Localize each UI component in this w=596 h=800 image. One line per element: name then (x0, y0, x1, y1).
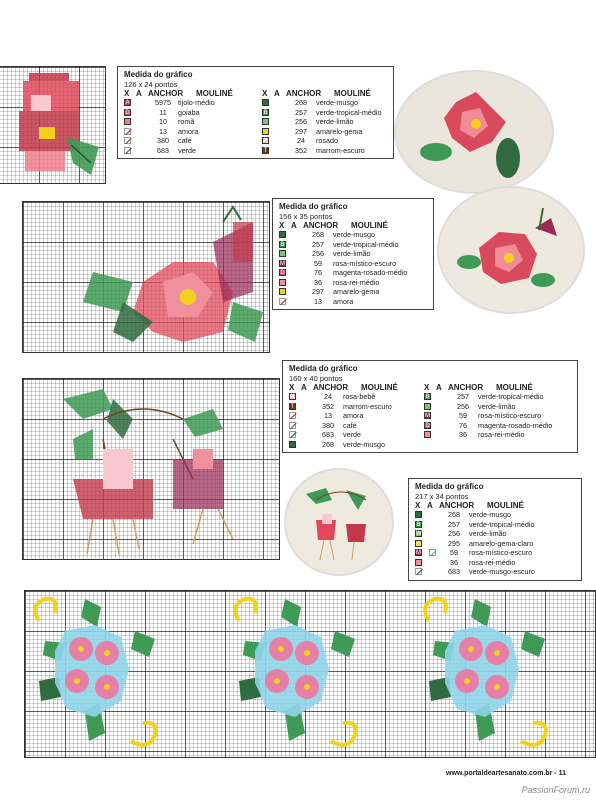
anchor-number: 297 (295, 126, 307, 136)
legend-row (279, 287, 427, 297)
color-swatch (279, 279, 286, 286)
color-swatch: D (125, 109, 130, 116)
legend-row (124, 117, 252, 127)
anchor-number: 10 (159, 117, 167, 127)
color-swatch (262, 118, 269, 125)
legend-row (124, 146, 252, 156)
color-name: verde-limão (333, 249, 371, 259)
color-swatch (289, 441, 296, 448)
stitched-fuchsia-photo-3 (284, 468, 394, 576)
color-name: rosa-rei-médio (469, 557, 516, 567)
legend-row (124, 127, 252, 137)
legend-row (279, 297, 427, 307)
stitched-flower-photo-2 (437, 186, 585, 314)
color-swatch: T (290, 403, 295, 410)
legend-dims: 126 x 24 pontos (124, 80, 178, 89)
legend-row (289, 411, 414, 421)
color-swatch (262, 128, 269, 135)
color-swatch (279, 250, 286, 257)
color-name: amarelo-gema-claro (469, 538, 534, 548)
anchor-number: 59 (450, 548, 458, 558)
legend-row (289, 440, 414, 450)
legend-row (262, 117, 387, 127)
color-swatch: B (280, 241, 285, 248)
legend-dims: 217 x 34 pontos (415, 492, 469, 501)
anchor-number: 352 (295, 145, 307, 155)
anchor-number: 268 (295, 98, 307, 108)
legend-row (262, 98, 387, 108)
anchor-number: 256 (457, 401, 469, 411)
backstitch-swatch (289, 422, 296, 429)
legend-header: X A ANCHOR MOULINÉ (279, 221, 388, 230)
legend-row (124, 136, 252, 146)
legend-row (279, 268, 427, 278)
anchor-number: 76 (459, 420, 467, 430)
legend-2 (272, 198, 434, 310)
color-name: verde-limão (316, 117, 354, 127)
legend-row (289, 392, 414, 402)
anchor-number: 11 (159, 107, 167, 117)
legend-row (415, 529, 575, 539)
color-name: magenta-rosado-médio (333, 268, 408, 278)
legend-header: X A ANCHOR MOULINÉ (262, 89, 371, 98)
legend-title: Medida do gráfico (124, 70, 193, 79)
color-name: verde-limão (478, 401, 516, 411)
anchor-number: 76 (314, 268, 322, 278)
legend-row (424, 392, 571, 402)
color-swatch (424, 431, 431, 438)
color-name: verde-musgo (316, 98, 358, 108)
legend-4 (408, 478, 582, 581)
chart-grid-1 (0, 66, 106, 184)
legend-col-1 (124, 89, 252, 155)
color-name: amora (343, 411, 364, 421)
color-name: café (343, 420, 357, 430)
page-footer: www.portaldeartesanato.com.br - 11 (446, 770, 566, 777)
legend-header: X A ANCHOR MOULINÉ (415, 501, 524, 510)
color-name: goiaba (178, 107, 200, 117)
legend-row (262, 146, 387, 156)
color-name: tijolo-médio (178, 98, 215, 108)
fuchsia-pattern-3 (23, 379, 279, 559)
legend-row (415, 558, 575, 568)
backstitch-swatch (124, 128, 131, 135)
color-name: rosa-místico-escuro (469, 548, 533, 558)
watermark: PassionForum.ru (521, 785, 590, 795)
backstitch-swatch (289, 412, 296, 419)
legend-row (424, 402, 571, 412)
anchor-number: 5975 (155, 98, 171, 108)
legend-row (424, 421, 571, 431)
color-swatch (262, 99, 269, 106)
color-name: amarelo-gema (316, 126, 363, 136)
legend-row (415, 510, 575, 520)
flower-pattern-1 (0, 67, 105, 183)
color-swatch (424, 403, 431, 410)
color-name: romã (178, 117, 195, 127)
legend-row (424, 411, 571, 421)
color-name: verde-tropical-médio (333, 239, 399, 249)
floral-border-pattern-4 (25, 591, 595, 757)
legend-dims: 156 x 35 pontos (279, 212, 333, 221)
anchor-number: 257 (457, 392, 469, 402)
legend-row (262, 127, 387, 137)
legend-row (289, 402, 414, 412)
backstitch-swatch (289, 431, 296, 438)
legend-row (415, 539, 575, 549)
color-swatch: D (280, 270, 285, 277)
color-name: verde-tropical-médio (469, 519, 535, 529)
backstitch-swatch (124, 137, 131, 144)
anchor-number: 13 (324, 411, 332, 421)
color-name: verde-musgo-escuro (469, 567, 535, 577)
anchor-number: 268 (322, 439, 334, 449)
legend-1 (117, 66, 394, 159)
color-swatch (279, 288, 286, 295)
legend-row (415, 548, 575, 558)
legend-row (415, 567, 575, 577)
anchor-number: 683 (322, 430, 334, 440)
anchor-number: 36 (459, 430, 467, 440)
anchor-number: 256 (312, 249, 324, 259)
legend-row (424, 430, 571, 440)
anchor-number: 257 (448, 519, 460, 529)
legend-row (124, 98, 252, 108)
color-name: verde-musgo (343, 439, 385, 449)
color-swatch: W (416, 531, 422, 538)
backstitch-swatch (415, 568, 422, 575)
legend-row (124, 108, 252, 118)
legend-col-1 (289, 383, 414, 449)
anchor-number: 257 (295, 107, 307, 117)
color-name: rosa-místico-escuro (478, 411, 542, 421)
stitched-flower-photo-1 (394, 70, 554, 194)
color-swatch: D (425, 422, 430, 429)
color-name: rosa-bebê (343, 392, 376, 402)
color-name: amarelo-gema (333, 287, 380, 297)
anchor-number: 59 (459, 411, 467, 421)
legend-header: X A ANCHOR MOULINÉ (289, 383, 398, 392)
backstitch-swatch (124, 147, 131, 154)
color-name: verde-musgo (469, 510, 511, 520)
legend-col-2 (262, 89, 387, 155)
legend-3 (282, 360, 578, 453)
color-name: amora (178, 126, 199, 136)
legend-row (279, 249, 427, 259)
legend-row (289, 430, 414, 440)
chart-grid-3 (22, 378, 280, 560)
color-swatch (124, 118, 131, 125)
color-name: amora (333, 296, 354, 306)
color-swatch: B (416, 521, 421, 528)
legend-dims: 160 x 40 pontos (289, 374, 343, 383)
color-name: rosa-rei-médio (478, 430, 525, 440)
color-swatch: T (263, 147, 268, 154)
color-swatch: B (263, 109, 268, 116)
legend-row (279, 259, 427, 269)
legend-row (262, 108, 387, 118)
legend-row (279, 278, 427, 288)
color-swatch: M (425, 413, 430, 420)
legend-title: Medida do gráfico (279, 202, 348, 211)
color-name: verde-tropical-médio (478, 392, 544, 402)
color-name: verde-musgo (333, 230, 375, 240)
color-name: rosado (316, 136, 338, 146)
anchor-number: 36 (450, 557, 458, 567)
anchor-number: 268 (448, 510, 460, 520)
chart-grid-4 (24, 590, 596, 758)
color-swatch: X (290, 394, 295, 401)
anchor-number: 256 (448, 529, 460, 539)
legend-title: Medida do gráfico (289, 364, 358, 373)
color-swatch (415, 540, 422, 547)
legend-row (279, 230, 427, 240)
anchor-number: 380 (157, 136, 169, 146)
legend-header: X A ANCHOR MOULINÉ (124, 89, 233, 98)
color-name: marrom-escuro (343, 401, 392, 411)
anchor-number: 352 (322, 401, 334, 411)
color-name: verde (178, 145, 196, 155)
color-swatch (415, 559, 422, 566)
legend-title: Medida do gráfico (415, 482, 484, 491)
color-swatch: B (425, 394, 430, 401)
anchor-number: 256 (295, 117, 307, 127)
color-swatch: M (416, 550, 421, 557)
legend-row (279, 240, 427, 250)
chart-grid-2 (22, 201, 270, 353)
anchor-number: 13 (314, 296, 322, 306)
anchor-number: 24 (324, 392, 332, 402)
color-name: rosa-rei-médio (333, 277, 380, 287)
anchor-number: 24 (297, 136, 305, 146)
anchor-number: 59 (314, 258, 322, 268)
backstitch-swatch (429, 549, 436, 556)
color-swatch: A (125, 100, 130, 107)
flower-pattern-2 (23, 202, 269, 352)
anchor-number: 268 (312, 230, 324, 240)
legend-header: X A ANCHOR MOULINÉ (424, 383, 533, 392)
anchor-number: 683 (448, 567, 460, 577)
legend-row (262, 136, 387, 146)
legend-row (289, 421, 414, 431)
anchor-number: 36 (314, 277, 322, 287)
anchor-number: 297 (312, 287, 324, 297)
color-swatch: X (263, 138, 268, 145)
color-swatch: M (280, 260, 285, 267)
legend-row (415, 520, 575, 530)
anchor-number: 295 (448, 538, 460, 548)
color-name: rosa-místico-escuro (333, 258, 397, 268)
anchor-number: 13 (159, 126, 167, 136)
legend-col-2 (424, 383, 571, 449)
color-swatch (415, 511, 422, 518)
backstitch-swatch (279, 298, 286, 305)
anchor-number: 683 (157, 145, 169, 155)
color-name: magenta-rosado-médio (478, 420, 553, 430)
color-name: verde (343, 430, 361, 440)
anchor-number: 380 (322, 420, 334, 430)
color-name: verde-limão (469, 529, 507, 539)
color-name: marrom-escuro (316, 145, 365, 155)
color-name: verde-tropical-médio (316, 107, 382, 117)
color-swatch (279, 231, 286, 238)
color-name: café (178, 136, 192, 146)
anchor-number: 257 (312, 239, 324, 249)
